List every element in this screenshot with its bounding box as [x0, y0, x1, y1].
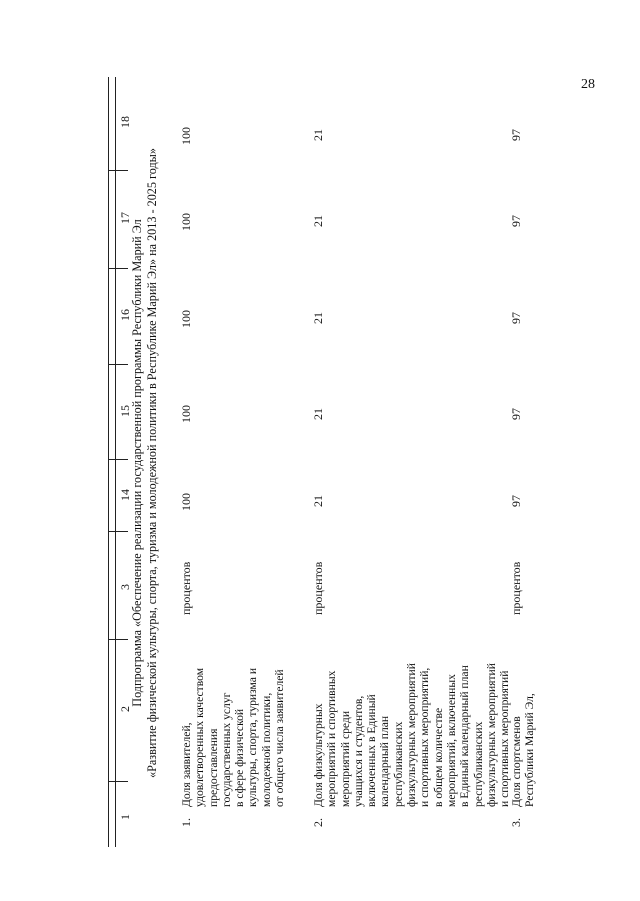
description-line: и спортивных мероприятий,	[418, 667, 432, 807]
description-line: республиканских	[471, 721, 485, 807]
row-number: 2.	[311, 818, 325, 827]
value-cell: 100	[179, 310, 193, 328]
row-number: 3.	[509, 818, 523, 827]
value-cell: 21	[311, 408, 325, 420]
value-cell: 97	[509, 408, 523, 420]
value-cell: 97	[509, 129, 523, 141]
description-line: и спортивных мероприятий	[498, 670, 512, 807]
description-line: от общего числа заявителей	[273, 669, 287, 807]
description-line: календарный план	[378, 715, 392, 807]
description-line: удовлетворенных качеством	[193, 667, 207, 807]
table-sheet	[108, 77, 537, 847]
description-line: в Единый календарный план	[458, 665, 472, 807]
subprogram-title	[130, 113, 160, 813]
description-line: культуры, спорта, туризма и	[246, 667, 260, 807]
value-cell: 97	[509, 495, 523, 507]
description-line: мероприятий среди	[338, 710, 352, 807]
value-cell: 21	[311, 495, 325, 507]
description-line: предоставления	[206, 728, 220, 807]
row-number: 1.	[179, 818, 193, 827]
description-line: республиканских	[391, 721, 405, 807]
value-cell: 100	[179, 213, 193, 231]
value-cell: 97	[509, 215, 523, 227]
row-description	[312, 627, 511, 807]
unit-cell: процентов	[179, 561, 193, 615]
unit-cell: процентов	[509, 561, 523, 615]
column-header: 18	[118, 116, 132, 128]
description-line: включенных в Единый	[365, 694, 379, 807]
description-line: мероприятий и спортивных	[325, 670, 339, 807]
description-line: Доля заявителей,	[180, 722, 193, 807]
row-description	[510, 627, 537, 807]
column-header: 3	[118, 584, 132, 590]
page-number: 28	[581, 77, 595, 92]
value-cell: 100	[179, 493, 193, 511]
unit-cell: процентов	[311, 561, 325, 615]
column-header: 17	[118, 212, 132, 224]
column-header: 14	[118, 489, 132, 501]
description-line: в сфере физической	[233, 708, 247, 807]
value-cell: 100	[179, 127, 193, 145]
value-cell: 21	[311, 215, 325, 227]
subprogram-title-line: «Развитие физической культуры, спорта, туризма и молодежной политики в Республике Марий Эл» на 2013 - 2025 годы»	[145, 148, 159, 778]
value-cell: 97	[509, 312, 523, 324]
description-line: физкультурных мероприятий	[484, 663, 498, 807]
description-line: в общем количестве	[431, 707, 445, 807]
description-line: Доля спортсменов	[510, 716, 523, 807]
column-header: 2	[118, 706, 132, 712]
value-cell: 21	[311, 129, 325, 141]
description-line: государственных услуг	[219, 692, 233, 807]
description-line: мероприятий, включенных	[444, 674, 458, 807]
column-header: 1	[118, 814, 132, 820]
subprogram-title-line: Подпрограмма «Обеспечение реализации государственной программы Республики Марий Эл	[130, 219, 144, 707]
description-line: физкультурных мероприятий	[405, 663, 419, 807]
column-header: 15	[118, 405, 132, 417]
description-line: молодежной политики,	[259, 692, 273, 807]
value-cell: 100	[179, 405, 193, 423]
value-cell: 21	[311, 312, 325, 324]
description-line: Республики Марий Эл,	[523, 693, 537, 807]
description-line: учащихся и студентов,	[351, 695, 365, 807]
row-description	[180, 627, 286, 807]
description-line: Доля физкультурных	[312, 703, 325, 807]
column-header: 16	[118, 309, 132, 321]
